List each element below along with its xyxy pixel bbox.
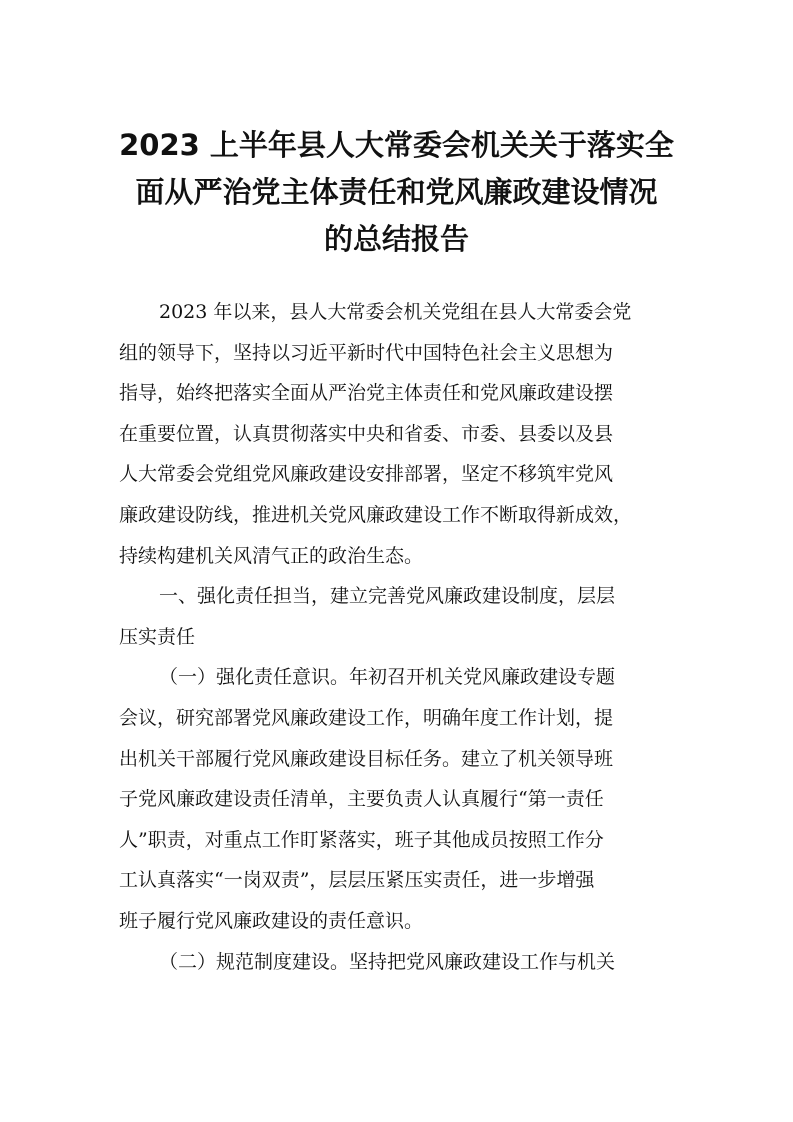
text-line: 出机关干部履行党风廉政建设目标任务。建立了机关领导班 (119, 747, 614, 770)
text-line: 会议，研究部署党风廉政建设工作，明确年度工作计划，提 (119, 706, 614, 729)
text-line: 人”职责，对重点工作盯紧落实，班子其他成员按照工作分 (119, 828, 604, 851)
title-line-3: 的总结报告 (323, 222, 469, 256)
text-line: 班子履行党风廉政建设的责任意识。 (119, 909, 424, 932)
document-body (119, 292, 679, 982)
text-line: 子党风廉政建设责任清单，主要负责人认真履行“第一责任 (119, 788, 604, 811)
paragraph-responsibility (119, 657, 679, 941)
text-line: 廉政建设防线，推进机关党风廉政建设工作不断取得新成效， (119, 503, 633, 526)
text-line: （一）强化责任意识。年初召开机关党风廉政建设专题 (159, 666, 616, 689)
document-title (100, 122, 693, 263)
title-line-2: 面从严治党主体责任和党风廉政建设情况 (135, 175, 658, 209)
text-line: 压实责任 (119, 625, 196, 648)
paragraph-intro (119, 292, 679, 576)
text-line: 人大常委会党组党风廉政建设安排部署，坚定不移筑牢党风 (119, 463, 614, 486)
text-line: 工认真落实“一岗双责”，层层压紧压实责任，进一步增强 (119, 869, 595, 892)
text-line: 2023 年以来，县人大常委会机关党组在县人大常委会党 (159, 301, 632, 323)
text-line: 在重要位置，认真贯彻落实中央和省委、市委、县委以及县 (119, 422, 614, 445)
text-line: （二）规范制度建设。坚持把党风廉政建设工作与机关 (159, 950, 616, 973)
text-line: 持续构建机关风清气正的政治生态。 (119, 544, 424, 567)
text-line: 组的领导下，坚持以习近平新时代中国特色社会主义思想为 (119, 341, 614, 364)
text-line: 指导，始终把落实全面从严治党主体责任和党风廉政建设摆 (119, 382, 614, 405)
paragraph-system-building (119, 942, 679, 983)
title-line-1: 2023 上半年县人大常委会机关关于落实全 (119, 128, 674, 162)
text-line: 一、强化责任担当，建立完善党风廉政建设制度，层层 (159, 585, 616, 608)
section-heading-1 (119, 576, 679, 657)
